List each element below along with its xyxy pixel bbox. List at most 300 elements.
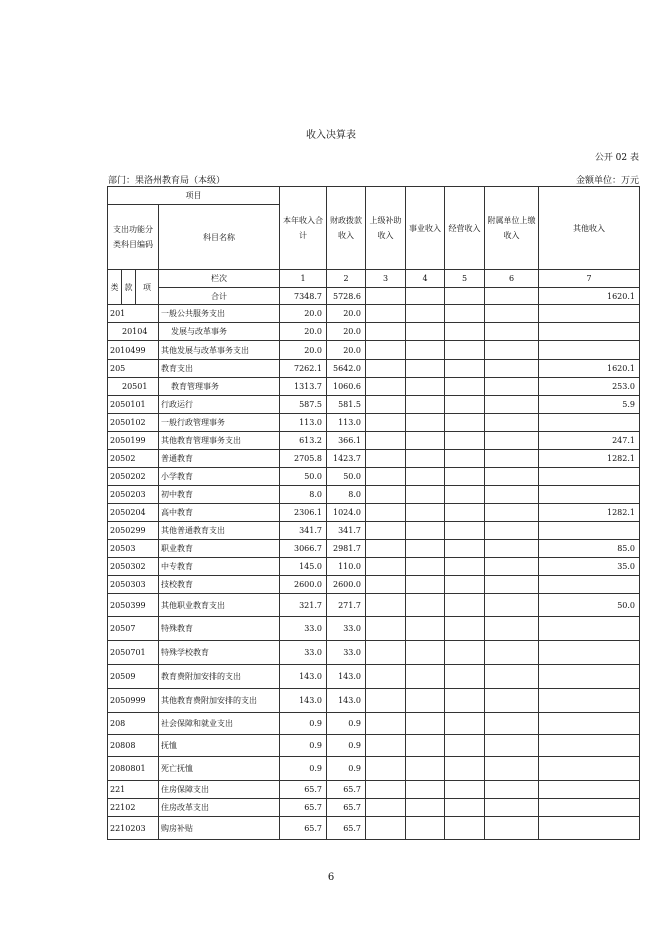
row-value: 65.7 — [327, 799, 366, 817]
row-value — [366, 735, 406, 757]
row-value: 2600.0 — [327, 576, 366, 594]
row-value — [406, 323, 445, 341]
row-value — [406, 486, 445, 504]
row-value: 20.0 — [280, 341, 327, 360]
row-value — [406, 558, 445, 576]
table-row — [108, 486, 640, 504]
table-row — [108, 576, 640, 594]
row-value — [366, 576, 406, 594]
header-col-6: 附属单位上缴收入 — [485, 187, 539, 270]
total-value: 7348.7 — [280, 288, 327, 305]
row-value: 341.7 — [327, 522, 366, 540]
row-code: 2050302 — [108, 558, 159, 576]
row-value: 33.0 — [327, 617, 366, 641]
row-value: 8.0 — [280, 486, 327, 504]
row-value: 1313.7 — [280, 378, 327, 396]
row-name: 普通教育 — [159, 450, 280, 468]
row-value: 65.7 — [280, 799, 327, 817]
total-value: 5728.6 — [327, 288, 366, 305]
row-value — [539, 576, 640, 594]
row-code: 20509 — [108, 665, 159, 689]
row-value — [406, 450, 445, 468]
row-value — [445, 781, 485, 799]
total-value: 1620.1 — [539, 288, 640, 305]
row-code: 2050303 — [108, 576, 159, 594]
row-name: 中专教育 — [159, 558, 280, 576]
row-value: 50.0 — [327, 468, 366, 486]
row-value — [445, 817, 485, 840]
row-code: 20808 — [108, 735, 159, 757]
row-value — [366, 641, 406, 665]
row-value — [445, 735, 485, 757]
row-value: 110.0 — [327, 558, 366, 576]
row-value — [539, 341, 640, 360]
row-value: 143.0 — [280, 689, 327, 713]
table-row — [108, 450, 640, 468]
row-value — [445, 757, 485, 781]
row-value — [366, 414, 406, 432]
header-col-2: 财政拨款收入 — [327, 187, 366, 270]
header-code-col: 支出功能分类科目编码 — [108, 205, 159, 270]
row-value — [485, 757, 539, 781]
row-code: 221 — [108, 781, 159, 799]
row-value — [406, 414, 445, 432]
row-value — [366, 594, 406, 617]
row-value — [445, 305, 485, 323]
row-value — [485, 486, 539, 504]
row-name: 一般公共服务支出 — [159, 305, 280, 323]
row-value — [485, 360, 539, 378]
row-value — [485, 576, 539, 594]
row-name: 教育费附加安排的支出 — [159, 665, 280, 689]
row-value — [366, 713, 406, 735]
row-value: 20.0 — [327, 323, 366, 341]
row-value: 33.0 — [280, 617, 327, 641]
row-value — [445, 396, 485, 414]
row-value — [366, 522, 406, 540]
row-value — [366, 432, 406, 450]
row-code: 20502 — [108, 450, 159, 468]
table-row — [108, 689, 640, 713]
row-value: 2981.7 — [327, 540, 366, 558]
row-value — [485, 432, 539, 450]
row-name: 其他教育费附加安排的支出 — [159, 689, 280, 713]
row-value — [539, 617, 640, 641]
form-number: 公开 02 表 — [594, 153, 639, 163]
row-value: 65.7 — [280, 781, 327, 799]
row-name: 其他发展与改革事务支出 — [159, 341, 280, 360]
row-value — [445, 378, 485, 396]
row-value — [406, 713, 445, 735]
row-value — [445, 576, 485, 594]
row-name: 行政运行 — [159, 396, 280, 414]
row-value: 33.0 — [280, 641, 327, 665]
total-value — [406, 288, 445, 305]
row-value: 35.0 — [539, 558, 640, 576]
row-value: 0.9 — [327, 735, 366, 757]
row-value — [445, 504, 485, 522]
row-value: 50.0 — [280, 468, 327, 486]
row-value — [485, 378, 539, 396]
row-name: 初中教育 — [159, 486, 280, 504]
row-value — [445, 594, 485, 617]
row-value — [485, 504, 539, 522]
row-value — [406, 576, 445, 594]
row-value: 65.7 — [327, 817, 366, 840]
row-value — [406, 305, 445, 323]
row-value — [485, 468, 539, 486]
total-value — [485, 288, 539, 305]
row-value — [539, 486, 640, 504]
row-code: 2050204 — [108, 504, 159, 522]
row-code: 2050999 — [108, 689, 159, 713]
table-row — [108, 641, 640, 665]
row-value — [406, 641, 445, 665]
table-row — [108, 468, 640, 486]
header-col-4: 事业收入 — [406, 187, 445, 270]
row-name: 特殊教育 — [159, 617, 280, 641]
row-value — [406, 341, 445, 360]
row-code: 20104 — [108, 323, 159, 341]
table-row — [108, 799, 640, 817]
total-label: 合计 — [159, 288, 280, 305]
row-value — [539, 468, 640, 486]
row-value — [366, 360, 406, 378]
table-row — [108, 341, 640, 360]
row-value — [406, 817, 445, 840]
row-value — [485, 735, 539, 757]
row-value — [366, 305, 406, 323]
row-code: 2210203 — [108, 817, 159, 840]
table-row — [108, 781, 640, 799]
row-value: 0.9 — [280, 757, 327, 781]
row-value: 5642.0 — [327, 360, 366, 378]
row-value — [406, 396, 445, 414]
row-value — [366, 540, 406, 558]
table-row — [108, 713, 640, 735]
row-name: 其他职业教育支出 — [159, 594, 280, 617]
row-value — [445, 558, 485, 576]
row-value — [445, 468, 485, 486]
page-number: 6 — [327, 872, 335, 883]
row-value — [406, 799, 445, 817]
row-value: 8.0 — [327, 486, 366, 504]
row-name: 住房保障支出 — [159, 781, 280, 799]
row-code: 2010499 — [108, 341, 159, 360]
row-value — [539, 522, 640, 540]
row-value — [539, 665, 640, 689]
row-value: 20.0 — [327, 305, 366, 323]
table-row — [108, 432, 640, 450]
row-code: 208 — [108, 713, 159, 735]
row-value: 65.7 — [327, 781, 366, 799]
row-value — [485, 641, 539, 665]
table-row — [108, 735, 640, 757]
row-value — [406, 594, 445, 617]
row-value — [445, 450, 485, 468]
row-value — [406, 360, 445, 378]
row-value — [485, 594, 539, 617]
table-row — [108, 540, 640, 558]
col-number: 1 — [280, 270, 327, 288]
row-code: 2050701 — [108, 641, 159, 665]
row-name: 高中教育 — [159, 504, 280, 522]
row-value — [485, 817, 539, 840]
row-code: 2080801 — [108, 757, 159, 781]
row-name: 抚恤 — [159, 735, 280, 757]
row-name: 发展与改革事务 — [159, 323, 280, 341]
row-value — [445, 414, 485, 432]
row-value: 1024.0 — [327, 504, 366, 522]
row-value: 587.5 — [280, 396, 327, 414]
page-title: 收入决算表 — [306, 130, 356, 141]
row-value — [406, 432, 445, 450]
row-value — [445, 689, 485, 713]
row-value — [366, 323, 406, 341]
row-value: 50.0 — [539, 594, 640, 617]
row-value — [366, 396, 406, 414]
row-value: 366.1 — [327, 432, 366, 450]
header-kuan: 款 — [122, 270, 136, 305]
table-row — [108, 504, 640, 522]
row-value — [445, 341, 485, 360]
row-value: 20.0 — [280, 305, 327, 323]
row-value: 20.0 — [280, 323, 327, 341]
row-value — [406, 504, 445, 522]
col-number: 2 — [327, 270, 366, 288]
col-number: 7 — [539, 270, 640, 288]
row-value: 33.0 — [327, 641, 366, 665]
row-code: 2050102 — [108, 414, 159, 432]
row-value: 143.0 — [327, 689, 366, 713]
row-value — [366, 450, 406, 468]
row-value: 0.9 — [327, 757, 366, 781]
row-value — [539, 689, 640, 713]
col-number: 6 — [485, 270, 539, 288]
row-value — [485, 323, 539, 341]
row-code: 20501 — [108, 378, 159, 396]
row-value: 1282.1 — [539, 504, 640, 522]
row-code: 20507 — [108, 617, 159, 641]
col-number: 4 — [406, 270, 445, 288]
row-value — [485, 341, 539, 360]
row-code: 205 — [108, 360, 159, 378]
table-row — [108, 396, 640, 414]
row-value — [366, 781, 406, 799]
row-value — [406, 735, 445, 757]
row-name: 教育管理事务 — [159, 378, 280, 396]
row-value — [366, 665, 406, 689]
row-code: 2050199 — [108, 432, 159, 450]
row-value: 65.7 — [280, 817, 327, 840]
row-value — [366, 486, 406, 504]
header-col-3: 上级补助收入 — [366, 187, 406, 270]
table-row — [108, 817, 640, 840]
department-label: 部门：果洛州教育局（本级） — [108, 176, 226, 186]
row-value: 247.1 — [539, 432, 640, 450]
row-value — [445, 799, 485, 817]
row-value: 581.5 — [327, 396, 366, 414]
row-code: 20503 — [108, 540, 159, 558]
row-value — [485, 781, 539, 799]
row-value: 7262.1 — [280, 360, 327, 378]
row-value: 613.2 — [280, 432, 327, 450]
row-code: 201 — [108, 305, 159, 323]
row-code: 2050299 — [108, 522, 159, 540]
unit-label: 金额单位：万元 — [575, 176, 639, 186]
row-code: 2050202 — [108, 468, 159, 486]
row-name: 一般行政管理事务 — [159, 414, 280, 432]
col-number: 5 — [445, 270, 485, 288]
row-value: 321.7 — [280, 594, 327, 617]
row-value: 1060.6 — [327, 378, 366, 396]
header-xiang: 项 — [136, 270, 159, 305]
row-value: 253.0 — [539, 378, 640, 396]
row-value — [485, 522, 539, 540]
row-name: 其他普通教育支出 — [159, 522, 280, 540]
col-number: 3 — [366, 270, 406, 288]
row-value — [445, 323, 485, 341]
row-name: 住房改革支出 — [159, 799, 280, 817]
row-value — [485, 558, 539, 576]
row-value — [445, 486, 485, 504]
table-row — [108, 522, 640, 540]
row-value — [485, 414, 539, 432]
row-value: 0.9 — [280, 735, 327, 757]
row-value — [539, 305, 640, 323]
row-value — [406, 522, 445, 540]
row-value — [406, 757, 445, 781]
row-value — [539, 641, 640, 665]
row-name: 小学教育 — [159, 468, 280, 486]
row-value — [366, 689, 406, 713]
row-value — [366, 817, 406, 840]
row-name: 其他教育管理事务支出 — [159, 432, 280, 450]
row-name: 技校教育 — [159, 576, 280, 594]
table-row — [108, 757, 640, 781]
row-value — [406, 781, 445, 799]
table-row — [108, 360, 640, 378]
table-row — [108, 617, 640, 641]
row-value — [406, 540, 445, 558]
row-code: 22102 — [108, 799, 159, 817]
table-row — [108, 594, 640, 617]
row-value — [445, 617, 485, 641]
header-col-1: 本年收入合计 — [280, 187, 327, 270]
row-value — [406, 665, 445, 689]
header-col-5: 经营收入 — [445, 187, 485, 270]
total-value — [366, 288, 406, 305]
row-value: 271.7 — [327, 594, 366, 617]
row-value — [539, 323, 640, 341]
row-value: 3066.7 — [280, 540, 327, 558]
table-row — [108, 378, 640, 396]
row-value — [366, 468, 406, 486]
row-value — [485, 540, 539, 558]
row-value — [485, 713, 539, 735]
row-value: 20.0 — [327, 341, 366, 360]
row-value: 1423.7 — [327, 450, 366, 468]
table-row — [108, 323, 640, 341]
income-table — [107, 186, 640, 840]
row-value — [485, 450, 539, 468]
row-name: 特殊学校教育 — [159, 641, 280, 665]
row-value: 2306.1 — [280, 504, 327, 522]
row-value — [445, 360, 485, 378]
row-value: 113.0 — [280, 414, 327, 432]
row-value — [406, 689, 445, 713]
row-name: 购房补贴 — [159, 817, 280, 840]
row-code: 2050203 — [108, 486, 159, 504]
row-value — [366, 757, 406, 781]
row-name: 死亡抚恤 — [159, 757, 280, 781]
header-item: 项目 — [108, 187, 280, 205]
row-value — [366, 799, 406, 817]
row-value: 0.9 — [280, 713, 327, 735]
header-name-col: 科目名称 — [159, 205, 280, 270]
table-row — [108, 558, 640, 576]
row-name: 社会保障和就业支出 — [159, 713, 280, 735]
total-value — [445, 288, 485, 305]
row-value — [539, 799, 640, 817]
row-value: 143.0 — [327, 665, 366, 689]
row-name: 职业教育 — [159, 540, 280, 558]
row-value: 1282.1 — [539, 450, 640, 468]
row-value — [485, 396, 539, 414]
row-value — [366, 617, 406, 641]
row-value — [485, 305, 539, 323]
row-value — [445, 713, 485, 735]
row-value — [445, 641, 485, 665]
row-value — [366, 341, 406, 360]
row-value — [539, 817, 640, 840]
row-value: 85.0 — [539, 540, 640, 558]
row-value: 2600.0 — [280, 576, 327, 594]
header-lei: 类 — [108, 270, 122, 305]
row-value — [485, 799, 539, 817]
row-value — [539, 781, 640, 799]
table-row — [108, 414, 640, 432]
row-value — [406, 468, 445, 486]
row-value — [445, 540, 485, 558]
row-value — [445, 665, 485, 689]
row-value — [485, 617, 539, 641]
row-value: 0.9 — [327, 713, 366, 735]
row-value — [539, 757, 640, 781]
row-value — [406, 378, 445, 396]
row-value: 2705.8 — [280, 450, 327, 468]
row-code: 2050101 — [108, 396, 159, 414]
row-code: 2050399 — [108, 594, 159, 617]
row-value — [485, 665, 539, 689]
row-value — [539, 713, 640, 735]
row-value: 1620.1 — [539, 360, 640, 378]
row-value: 341.7 — [280, 522, 327, 540]
row-value: 113.0 — [327, 414, 366, 432]
table-row — [108, 305, 640, 323]
row-value — [366, 378, 406, 396]
row-value — [539, 414, 640, 432]
row-value — [445, 432, 485, 450]
row-value — [366, 558, 406, 576]
table-row — [108, 665, 640, 689]
header-col-7: 其他收入 — [539, 187, 640, 270]
row-value — [539, 735, 640, 757]
row-name: 教育支出 — [159, 360, 280, 378]
header-lanci: 栏次 — [159, 270, 280, 288]
row-value — [485, 689, 539, 713]
row-value: 5.9 — [539, 396, 640, 414]
